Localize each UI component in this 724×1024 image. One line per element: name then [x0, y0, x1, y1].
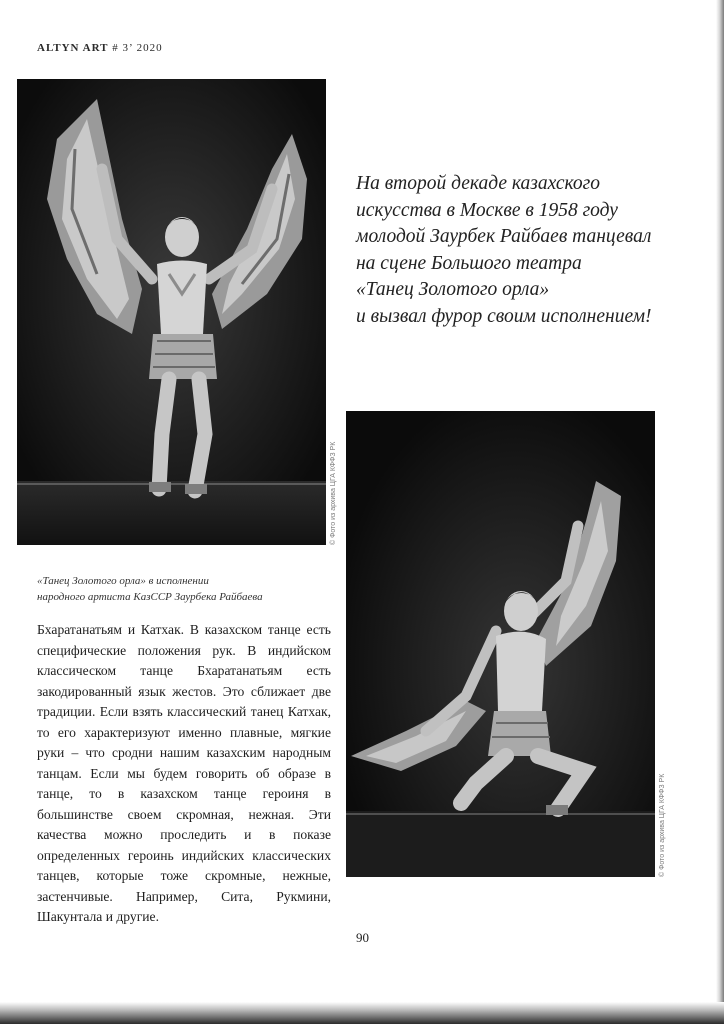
photo-caption	[37, 573, 317, 605]
magazine-name: ALTYN ART	[37, 42, 109, 54]
running-header	[37, 42, 163, 54]
photo-credit-bottom: © Фото из архива ЦГА КФФЗ РК	[659, 773, 666, 877]
quote-line: «Танец Золотого орла»	[356, 279, 550, 300]
quote-line: искусства в Москве в 1958 году	[356, 199, 618, 221]
scan-edge-right	[716, 0, 724, 1024]
photo-credit-top: © Фото из архива ЦГА КФФЗ РК	[330, 441, 337, 545]
dancer-kneeling-illustration	[346, 411, 655, 877]
article-paragraph: Бхаратанатьям и Катхак. В казахском танце есть специфические положения рук. В индийском классическом танце Бхаратанатьям есть закодированный язык жестов. Это сближает две традиции. Если взять классический танец Катхак, то его характеризуют именно плавные, мягкие руки – что сродни нашим казахским народным танцам. Если мы будем говорить об образе в танце, то в казахском танце героиня в большинстве своем скромная, нежная. Эти качества можно проследить и в показе определенных героинь индийских классических танцев, которые тоже скромные, нежные, застенчивые. Например, Сита, Рукмини, Шакунтала и другие.	[37, 622, 331, 924]
caption-line: народного артиста КазССР Заурбека Райбаева	[37, 591, 263, 603]
quote-line: и вызвал фурор своим исполнением!	[356, 305, 652, 327]
photo-dancer-standing	[17, 79, 326, 545]
quote-line: на сцене Большого театра	[356, 252, 582, 274]
quote-line: На второй декаде казахского	[356, 173, 600, 194]
quote-line: молодой Заурбек Райбаев танцевал	[356, 226, 652, 247]
page-number: 90	[356, 930, 369, 945]
pull-quote	[356, 171, 696, 330]
scan-edge-bottom	[0, 1002, 724, 1024]
issue-number: # 3’ 2020	[112, 42, 163, 54]
photo-dancer-kneeling	[346, 411, 655, 877]
dancer-standing-illustration	[17, 79, 326, 545]
caption-line: «Танец Золотого орла» в исполнении	[37, 575, 209, 587]
